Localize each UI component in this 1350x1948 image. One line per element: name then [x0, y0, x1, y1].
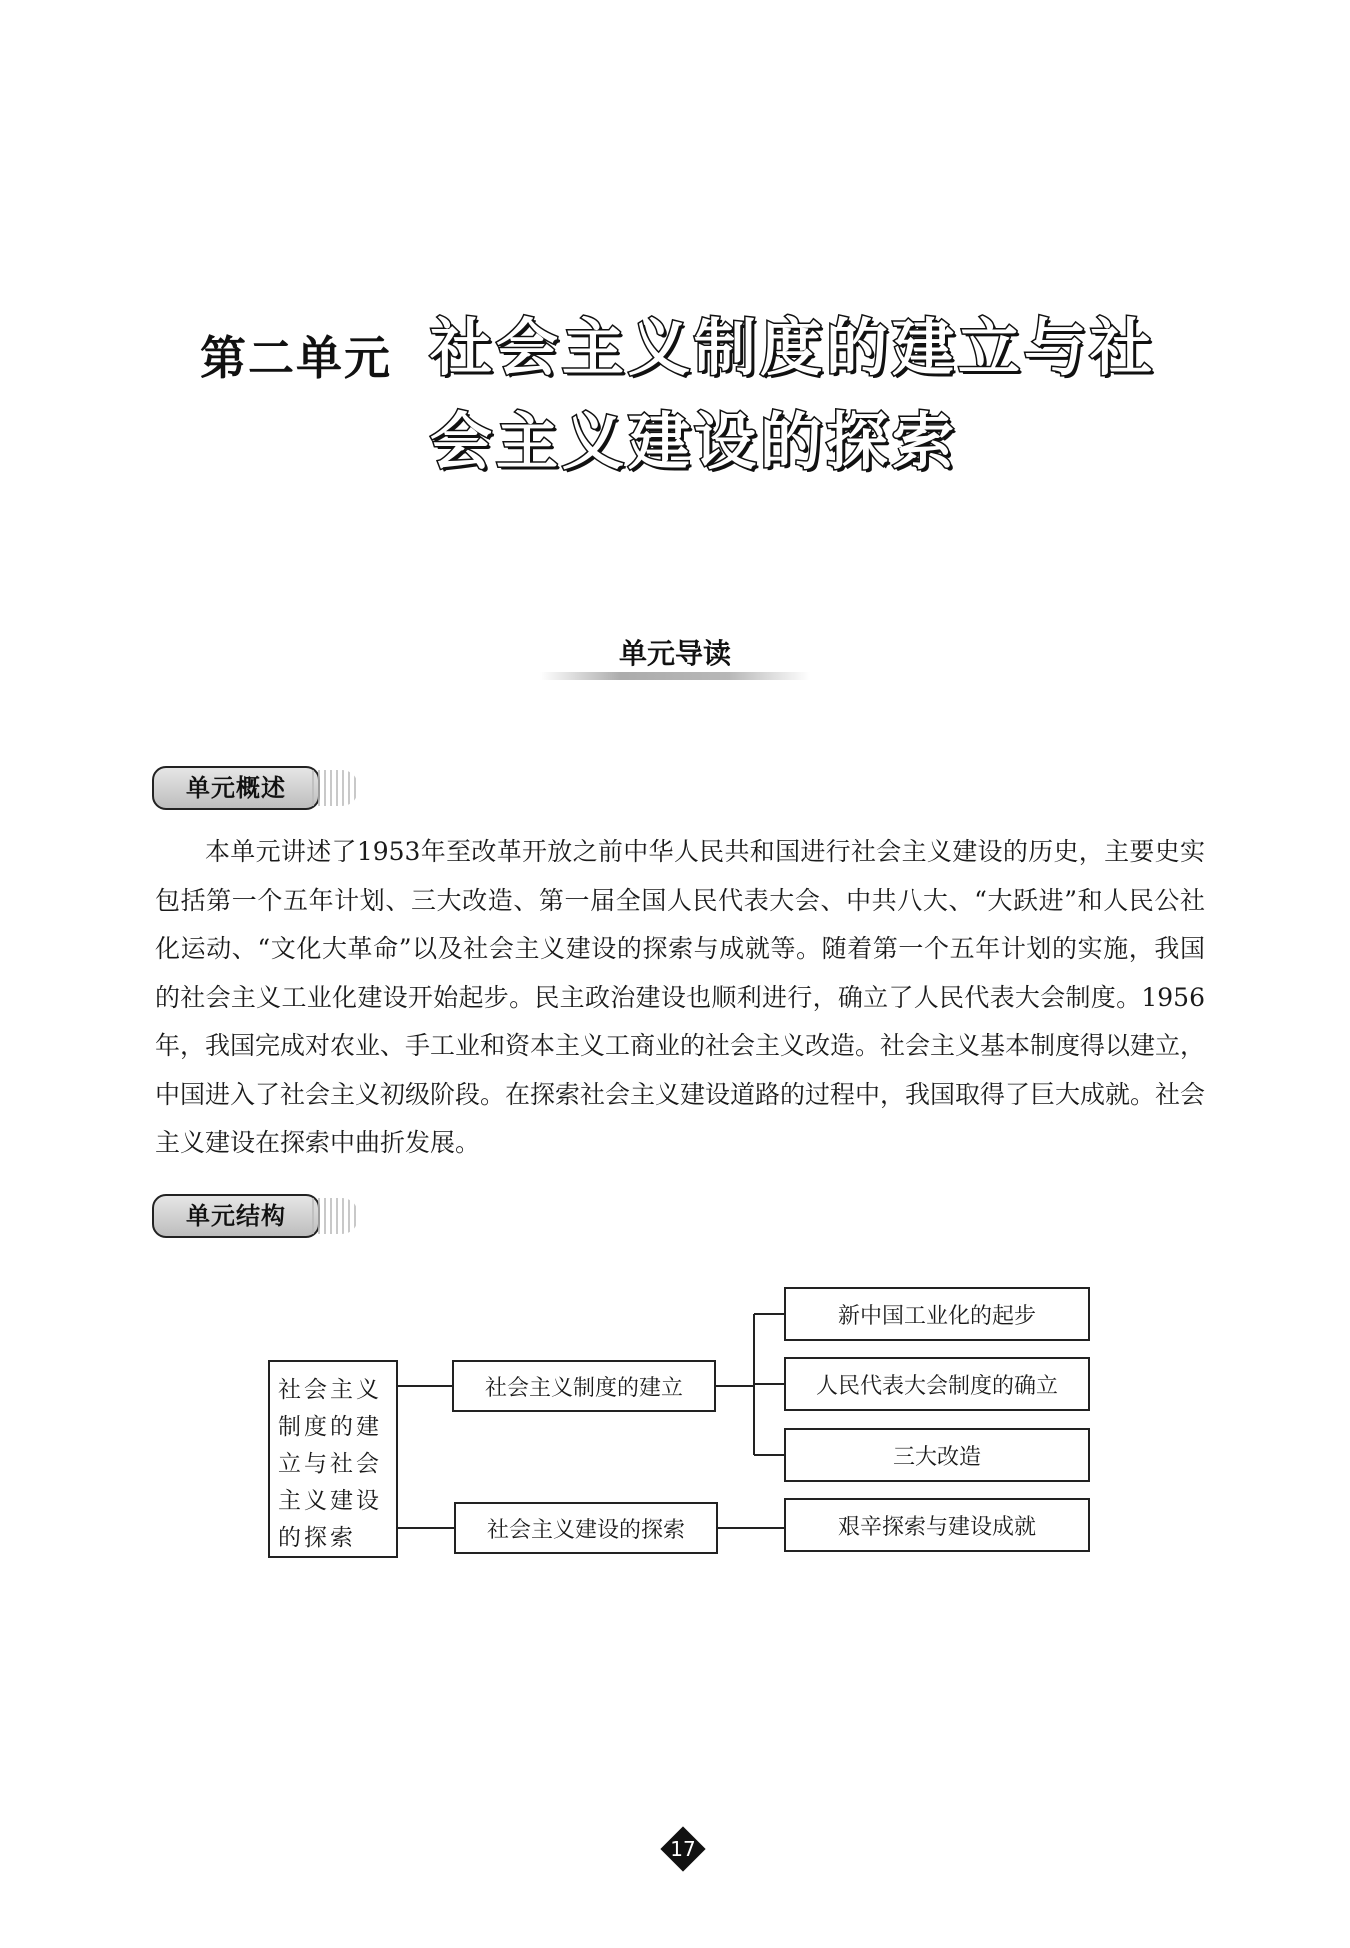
diagram-branch-box: 社会主义制度的建立 [452, 1360, 716, 1412]
diagram-leaf-box: 人民代表大会制度的确立 [784, 1357, 1090, 1411]
structure-tab-label: 单元结构 [186, 1202, 286, 1230]
unit-label: 第二单元 [200, 331, 392, 385]
unit-title-block [0, 0, 1350, 520]
diagram-leaf-box: 艰辛探索与建设成就 [784, 1498, 1090, 1552]
diagram-leaf-box: 新中国工业化的起步 [784, 1287, 1090, 1341]
guide-heading: 单元导读 [618, 637, 731, 670]
diagram-leaf-box: 三大改造 [784, 1428, 1090, 1482]
diagram-branch-box: 社会主义建设的探索 [454, 1502, 718, 1554]
overview-tab-label: 单元概述 [186, 774, 286, 802]
overview-paragraph: 本单元讲述了1953年至改革开放之前中华人民共和国进行社会主义建设的历史，主要史实包括第一个五年计划、三大改造、第一届全国人民代表大会、中共八大、“大跃进”和人民公社化运动、“文化大革命”以及社会主义建设的探索与成就等。随着第一个五年计划的实施，我国的社会主义工业化建设开始起步。民主政治建设也顺利进行，确立了人民代表大会制度。1956年，我国完成对农业、手工业和资本主义工商业的社会主义改造。社会主义基本制度得以建立，中国进入了社会主义初级阶段。在探索社会主义建设道路的过程中，我国取得了巨大成就。社会主义建设在探索中曲折发展。 [155, 837, 1206, 1157]
diagram-root-box: 社会主义制度的建立与社会主义建设的探索 [268, 1360, 398, 1558]
overview-section-tab [152, 766, 362, 810]
guide-underline-decoration [540, 672, 810, 680]
structure-section-tab [152, 1194, 362, 1238]
page-number-badge [660, 1826, 706, 1872]
unit-title-line-2: 会主义建设的探索 [430, 405, 959, 478]
page-number: 17 [670, 1837, 696, 1861]
unit-title-line-1: 社会主义制度的建立与社 [430, 311, 1157, 384]
